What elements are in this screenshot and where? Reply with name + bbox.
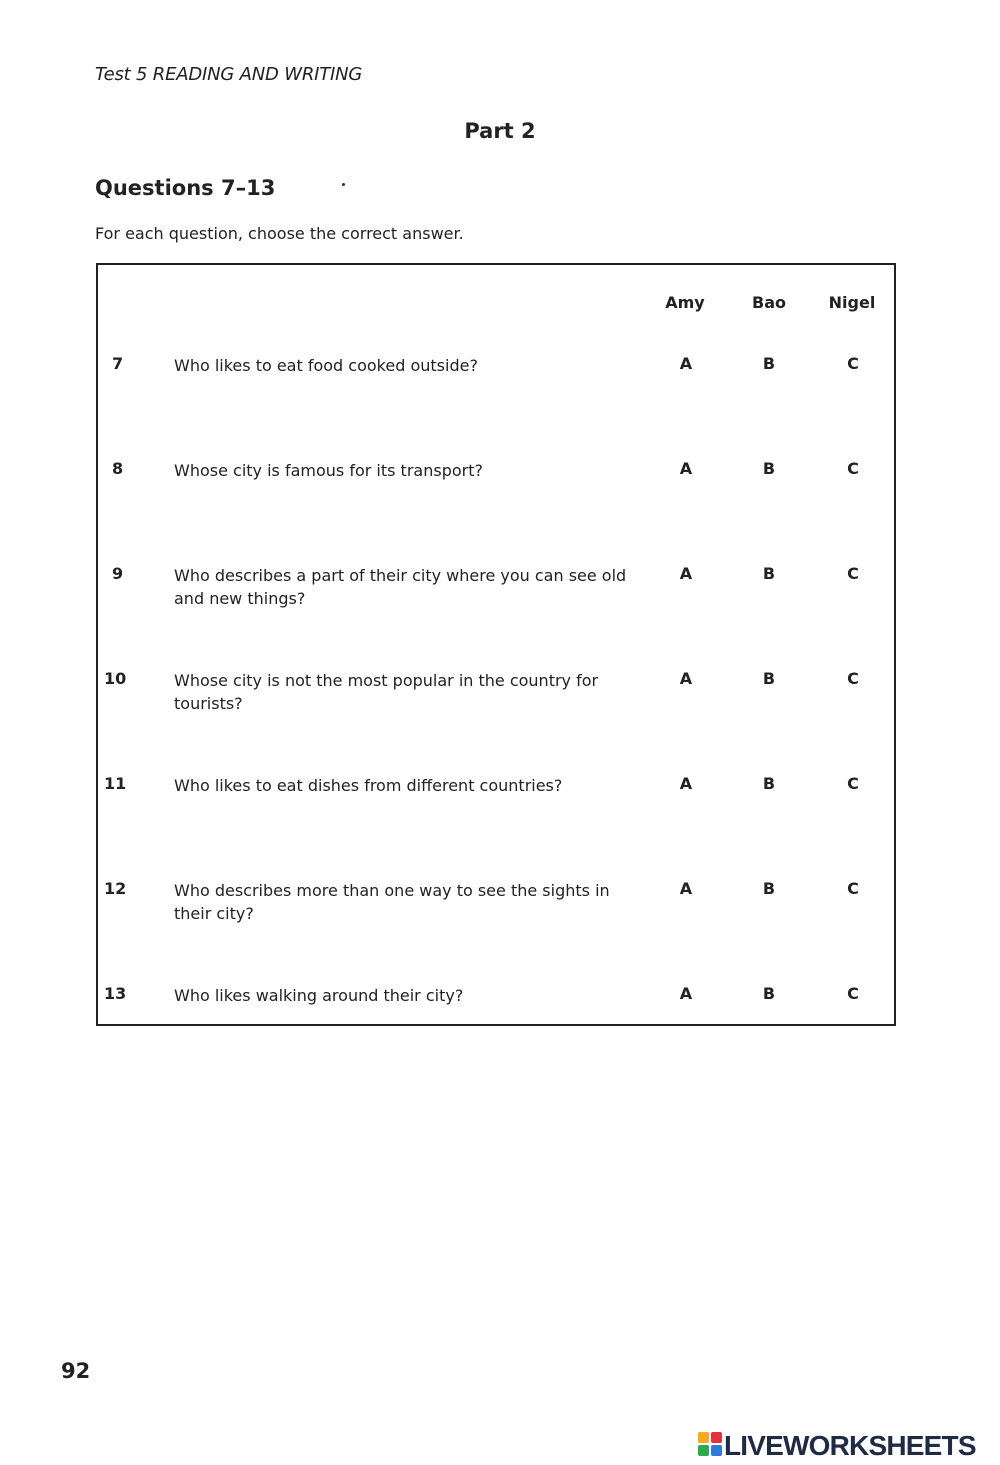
question-row-13 <box>98 984 894 1044</box>
logo-square-1 <box>698 1432 709 1443</box>
logo-square-2 <box>711 1432 722 1443</box>
page-number: 92 <box>61 1359 91 1383</box>
question-row-12 <box>98 879 894 939</box>
option-a[interactable]: A <box>679 459 693 478</box>
question-number: 12 <box>104 879 127 898</box>
logo-square-3 <box>698 1445 709 1456</box>
question-text: Who describes a part of their city where you can see old and new things? <box>174 566 627 608</box>
column-header-amy: Amy <box>665 293 705 312</box>
option-c[interactable]: C <box>847 459 859 478</box>
question-number: 10 <box>104 669 127 688</box>
question-text: Who describes more than one way to see the sights in their city? <box>174 881 610 923</box>
option-b[interactable]: B <box>762 774 776 793</box>
question-number: 13 <box>104 984 127 1003</box>
instruction-text: For each question, choose the correct answer. <box>95 224 464 243</box>
option-c[interactable]: C <box>847 564 859 583</box>
question-row-7 <box>98 354 894 414</box>
option-b[interactable]: B <box>762 984 776 1003</box>
question-text: Whose city is not the most popular in the country for tourists? <box>174 671 599 713</box>
column-header-bao: Bao <box>752 293 786 312</box>
scan-speck <box>342 183 345 186</box>
option-a[interactable]: A <box>679 564 693 583</box>
question-text: Who likes to eat food cooked outside? <box>174 356 478 375</box>
option-b[interactable]: B <box>762 879 776 898</box>
option-c[interactable]: C <box>847 984 859 1003</box>
questions-title: Questions 7–13 <box>95 176 276 200</box>
option-b[interactable]: B <box>762 459 776 478</box>
question-number: 11 <box>104 774 127 793</box>
option-b[interactable]: B <box>762 354 776 373</box>
question-text: Whose city is famous for its transport? <box>174 461 483 480</box>
option-b[interactable]: B <box>762 564 776 583</box>
option-c[interactable]: C <box>847 879 859 898</box>
column-header-nigel: Nigel <box>828 293 876 312</box>
option-b[interactable]: B <box>762 669 776 688</box>
question-table <box>96 263 896 1026</box>
option-c[interactable]: C <box>847 354 859 373</box>
option-a[interactable]: A <box>679 354 693 373</box>
question-number: 8 <box>112 459 124 478</box>
liveworksheets-logo-icon <box>698 1432 722 1456</box>
option-a[interactable]: A <box>679 669 693 688</box>
part-title: Part 2 <box>464 119 536 143</box>
running-head: Test 5 READING AND WRITING <box>95 64 363 85</box>
question-row-9 <box>98 564 894 624</box>
question-number: 9 <box>112 564 124 583</box>
question-row-11 <box>98 774 894 834</box>
brand-wordmark: LIVEWORKSHEETS <box>724 1430 976 1461</box>
option-c[interactable]: C <box>847 669 859 688</box>
question-row-10 <box>98 669 894 729</box>
question-text: Who likes walking around their city? <box>174 986 464 1005</box>
option-a[interactable]: A <box>679 774 693 793</box>
question-number: 7 <box>112 354 124 373</box>
question-text: Who likes to eat dishes from different countries? <box>174 776 563 795</box>
option-c[interactable]: C <box>847 774 859 793</box>
option-a[interactable]: A <box>679 879 693 898</box>
question-row-8 <box>98 459 894 519</box>
logo-square-4 <box>711 1445 722 1456</box>
option-a[interactable]: A <box>679 984 693 1003</box>
